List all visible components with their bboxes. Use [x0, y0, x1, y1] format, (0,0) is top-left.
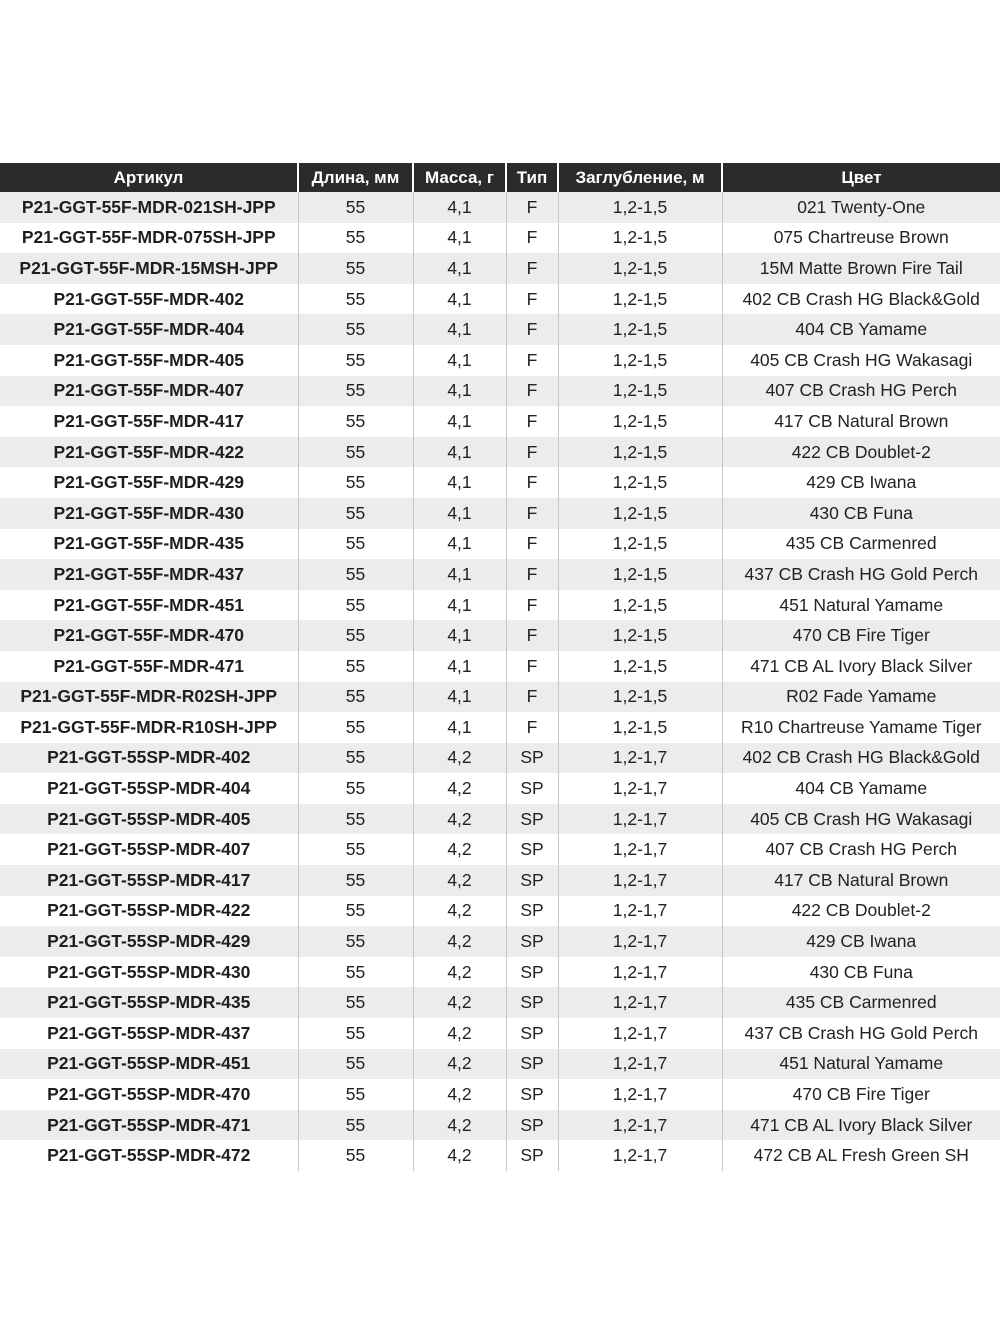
cell-depth: 1,2-1,5 — [558, 345, 722, 376]
cell-length: 55 — [298, 314, 413, 345]
table-body — [0, 192, 1000, 1171]
cell-depth: 1,2-1,7 — [558, 804, 722, 835]
table-row — [0, 682, 1000, 713]
cell-article: P21-GGT-55F-MDR-451 — [0, 590, 298, 621]
cell-type: SP — [506, 1110, 558, 1141]
cell-length: 55 — [298, 987, 413, 1018]
cell-color: 437 CB Crash HG Gold Perch — [722, 1018, 1000, 1049]
cell-depth: 1,2-1,7 — [558, 896, 722, 927]
table-row — [0, 743, 1000, 774]
cell-color: 451 Natural Yamame — [722, 590, 1000, 621]
table-row — [0, 529, 1000, 560]
cell-article: P21-GGT-55F-MDR-430 — [0, 498, 298, 529]
table-row — [0, 1018, 1000, 1049]
cell-type: F — [506, 406, 558, 437]
cell-depth: 1,2-1,7 — [558, 773, 722, 804]
cell-type: SP — [506, 834, 558, 865]
cell-mass: 4,1 — [413, 651, 506, 682]
header-article: Артикул — [0, 163, 298, 192]
cell-depth: 1,2-1,7 — [558, 865, 722, 896]
header-type: Тип — [506, 163, 558, 192]
cell-length: 55 — [298, 1049, 413, 1080]
cell-length: 55 — [298, 957, 413, 988]
cell-color: 451 Natural Yamame — [722, 1049, 1000, 1080]
table-row — [0, 712, 1000, 743]
cell-article: P21-GGT-55F-MDR-021SH-JPP — [0, 192, 298, 223]
cell-type: SP — [506, 926, 558, 957]
cell-mass: 4,1 — [413, 192, 506, 223]
cell-article: P21-GGT-55F-MDR-429 — [0, 467, 298, 498]
cell-article: P21-GGT-55F-MDR-405 — [0, 345, 298, 376]
cell-type: F — [506, 590, 558, 621]
cell-color: 437 CB Crash HG Gold Perch — [722, 559, 1000, 590]
header-row — [0, 163, 1000, 192]
cell-type: SP — [506, 804, 558, 835]
cell-depth: 1,2-1,7 — [558, 1049, 722, 1080]
cell-color: 417 CB Natural Brown — [722, 406, 1000, 437]
cell-mass: 4,1 — [413, 529, 506, 560]
cell-length: 55 — [298, 498, 413, 529]
cell-length: 55 — [298, 284, 413, 315]
cell-length: 55 — [298, 559, 413, 590]
cell-depth: 1,2-1,7 — [558, 957, 722, 988]
cell-article: P21-GGT-55F-MDR-471 — [0, 651, 298, 682]
cell-length: 55 — [298, 896, 413, 927]
cell-color: 402 CB Crash HG Black&Gold — [722, 284, 1000, 315]
cell-depth: 1,2-1,5 — [558, 620, 722, 651]
cell-mass: 4,2 — [413, 926, 506, 957]
cell-type: F — [506, 192, 558, 223]
cell-article: P21-GGT-55SP-MDR-435 — [0, 987, 298, 1018]
cell-color: 429 CB Iwana — [722, 926, 1000, 957]
cell-article: P21-GGT-55F-MDR-R02SH-JPP — [0, 682, 298, 713]
cell-depth: 1,2-1,5 — [558, 437, 722, 468]
cell-type: F — [506, 467, 558, 498]
cell-mass: 4,1 — [413, 620, 506, 651]
cell-article: P21-GGT-55SP-MDR-429 — [0, 926, 298, 957]
cell-length: 55 — [298, 406, 413, 437]
cell-length: 55 — [298, 467, 413, 498]
cell-article: P21-GGT-55F-MDR-437 — [0, 559, 298, 590]
cell-mass: 4,2 — [413, 743, 506, 774]
cell-mass: 4,1 — [413, 437, 506, 468]
cell-depth: 1,2-1,5 — [558, 467, 722, 498]
cell-color: 021 Twenty-One — [722, 192, 1000, 223]
cell-depth: 1,2-1,7 — [558, 1018, 722, 1049]
cell-color: 471 CB AL Ivory Black Silver — [722, 651, 1000, 682]
cell-length: 55 — [298, 253, 413, 284]
table-row — [0, 1079, 1000, 1110]
table-row — [0, 926, 1000, 957]
header-length: Длина, мм — [298, 163, 413, 192]
cell-color: 075 Chartreuse Brown — [722, 223, 1000, 254]
table-row — [0, 620, 1000, 651]
cell-length: 55 — [298, 620, 413, 651]
cell-mass: 4,1 — [413, 712, 506, 743]
cell-length: 55 — [298, 804, 413, 835]
cell-type: F — [506, 314, 558, 345]
cell-length: 55 — [298, 1079, 413, 1110]
cell-article: P21-GGT-55F-MDR-404 — [0, 314, 298, 345]
table-row — [0, 957, 1000, 988]
cell-mass: 4,1 — [413, 406, 506, 437]
cell-article: P21-GGT-55F-MDR-407 — [0, 376, 298, 407]
cell-mass: 4,2 — [413, 1079, 506, 1110]
cell-color: 471 CB AL Ivory Black Silver — [722, 1110, 1000, 1141]
cell-mass: 4,2 — [413, 804, 506, 835]
cell-depth: 1,2-1,5 — [558, 406, 722, 437]
cell-length: 55 — [298, 651, 413, 682]
cell-color: 404 CB Yamame — [722, 314, 1000, 345]
cell-depth: 1,2-1,5 — [558, 498, 722, 529]
cell-color: 470 CB Fire Tiger — [722, 1079, 1000, 1110]
table-row — [0, 223, 1000, 254]
cell-mass: 4,1 — [413, 467, 506, 498]
cell-type: F — [506, 437, 558, 468]
cell-article: P21-GGT-55SP-MDR-407 — [0, 834, 298, 865]
cell-article: P21-GGT-55SP-MDR-451 — [0, 1049, 298, 1080]
cell-type: F — [506, 498, 558, 529]
cell-depth: 1,2-1,5 — [558, 223, 722, 254]
table-row — [0, 467, 1000, 498]
cell-type: F — [506, 345, 558, 376]
cell-depth: 1,2-1,5 — [558, 682, 722, 713]
cell-article: P21-GGT-55SP-MDR-471 — [0, 1110, 298, 1141]
cell-type: SP — [506, 773, 558, 804]
cell-mass: 4,2 — [413, 1018, 506, 1049]
cell-type: F — [506, 682, 558, 713]
cell-length: 55 — [298, 376, 413, 407]
table-row — [0, 865, 1000, 896]
cell-type: F — [506, 712, 558, 743]
header-depth: Заглубление, м — [558, 163, 722, 192]
cell-color: 407 CB Crash HG Perch — [722, 376, 1000, 407]
table-row — [0, 314, 1000, 345]
cell-type: SP — [506, 1140, 558, 1171]
cell-length: 55 — [298, 1110, 413, 1141]
cell-article: P21-GGT-55SP-MDR-417 — [0, 865, 298, 896]
cell-color: 402 CB Crash HG Black&Gold — [722, 743, 1000, 774]
cell-type: SP — [506, 957, 558, 988]
cell-article: P21-GGT-55F-MDR-435 — [0, 529, 298, 560]
cell-length: 55 — [298, 345, 413, 376]
cell-article: P21-GGT-55F-MDR-422 — [0, 437, 298, 468]
cell-type: F — [506, 253, 558, 284]
cell-color: 470 CB Fire Tiger — [722, 620, 1000, 651]
table-row — [0, 773, 1000, 804]
cell-article: P21-GGT-55SP-MDR-430 — [0, 957, 298, 988]
cell-mass: 4,1 — [413, 253, 506, 284]
table-row — [0, 284, 1000, 315]
table-row — [0, 437, 1000, 468]
cell-article: P21-GGT-55SP-MDR-402 — [0, 743, 298, 774]
cell-color: 405 CB Crash HG Wakasagi — [722, 345, 1000, 376]
table-row — [0, 192, 1000, 223]
cell-length: 55 — [298, 437, 413, 468]
cell-color: 472 CB AL Fresh Green SH — [722, 1140, 1000, 1171]
cell-mass: 4,1 — [413, 284, 506, 315]
table-row — [0, 498, 1000, 529]
cell-color: 422 CB Doublet-2 — [722, 896, 1000, 927]
table-header — [0, 163, 1000, 192]
cell-type: SP — [506, 1018, 558, 1049]
table-row — [0, 987, 1000, 1018]
cell-article: P21-GGT-55F-MDR-15MSH-JPP — [0, 253, 298, 284]
header-mass: Масса, г — [413, 163, 506, 192]
cell-mass: 4,1 — [413, 223, 506, 254]
cell-depth: 1,2-1,5 — [558, 651, 722, 682]
cell-color: 429 CB Iwana — [722, 467, 1000, 498]
cell-color: R02 Fade Yamame — [722, 682, 1000, 713]
cell-depth: 1,2-1,5 — [558, 559, 722, 590]
cell-article: P21-GGT-55F-MDR-470 — [0, 620, 298, 651]
cell-type: SP — [506, 865, 558, 896]
cell-mass: 4,2 — [413, 987, 506, 1018]
cell-depth: 1,2-1,7 — [558, 743, 722, 774]
table-row — [0, 1110, 1000, 1141]
cell-article: P21-GGT-55SP-MDR-422 — [0, 896, 298, 927]
cell-length: 55 — [298, 223, 413, 254]
cell-mass: 4,2 — [413, 834, 506, 865]
cell-color: 422 CB Doublet-2 — [722, 437, 1000, 468]
cell-article: P21-GGT-55F-MDR-R10SH-JPP — [0, 712, 298, 743]
cell-length: 55 — [298, 1018, 413, 1049]
cell-length: 55 — [298, 529, 413, 560]
cell-color: 15M Matte Brown Fire Tail — [722, 253, 1000, 284]
cell-mass: 4,1 — [413, 559, 506, 590]
specs-table — [0, 163, 1000, 1171]
cell-mass: 4,1 — [413, 590, 506, 621]
cell-mass: 4,1 — [413, 498, 506, 529]
cell-color: R10 Chartreuse Yamame Tiger — [722, 712, 1000, 743]
cell-article: P21-GGT-55SP-MDR-472 — [0, 1140, 298, 1171]
cell-depth: 1,2-1,7 — [558, 1079, 722, 1110]
cell-depth: 1,2-1,7 — [558, 987, 722, 1018]
cell-mass: 4,1 — [413, 376, 506, 407]
cell-length: 55 — [298, 712, 413, 743]
table-row — [0, 559, 1000, 590]
cell-type: SP — [506, 743, 558, 774]
table-row — [0, 253, 1000, 284]
table-row — [0, 834, 1000, 865]
cell-article: P21-GGT-55SP-MDR-470 — [0, 1079, 298, 1110]
cell-color: 430 CB Funa — [722, 957, 1000, 988]
table-row — [0, 896, 1000, 927]
cell-type: SP — [506, 987, 558, 1018]
cell-type: SP — [506, 896, 558, 927]
header-color: Цвет — [722, 163, 1000, 192]
cell-article: P21-GGT-55SP-MDR-405 — [0, 804, 298, 835]
table-row — [0, 804, 1000, 835]
cell-length: 55 — [298, 1140, 413, 1171]
cell-mass: 4,2 — [413, 1140, 506, 1171]
cell-mass: 4,1 — [413, 682, 506, 713]
cell-depth: 1,2-1,5 — [558, 712, 722, 743]
cell-depth: 1,2-1,7 — [558, 926, 722, 957]
cell-color: 404 CB Yamame — [722, 773, 1000, 804]
cell-article: P21-GGT-55F-MDR-417 — [0, 406, 298, 437]
table-row — [0, 406, 1000, 437]
cell-type: SP — [506, 1049, 558, 1080]
cell-type: SP — [506, 1079, 558, 1110]
table-row — [0, 1140, 1000, 1171]
cell-mass: 4,2 — [413, 1110, 506, 1141]
cell-length: 55 — [298, 743, 413, 774]
cell-article: P21-GGT-55SP-MDR-404 — [0, 773, 298, 804]
cell-mass: 4,2 — [413, 865, 506, 896]
cell-type: F — [506, 559, 558, 590]
cell-color: 405 CB Crash HG Wakasagi — [722, 804, 1000, 835]
cell-color: 435 CB Carmenred — [722, 529, 1000, 560]
cell-mass: 4,2 — [413, 773, 506, 804]
cell-depth: 1,2-1,7 — [558, 1140, 722, 1171]
cell-type: F — [506, 376, 558, 407]
cell-depth: 1,2-1,5 — [558, 376, 722, 407]
cell-color: 407 CB Crash HG Perch — [722, 834, 1000, 865]
cell-color: 417 CB Natural Brown — [722, 865, 1000, 896]
cell-article: P21-GGT-55SP-MDR-437 — [0, 1018, 298, 1049]
cell-depth: 1,2-1,5 — [558, 253, 722, 284]
cell-depth: 1,2-1,7 — [558, 834, 722, 865]
cell-type: F — [506, 620, 558, 651]
cell-mass: 4,1 — [413, 345, 506, 376]
cell-length: 55 — [298, 834, 413, 865]
cell-depth: 1,2-1,5 — [558, 529, 722, 560]
cell-length: 55 — [298, 682, 413, 713]
cell-type: F — [506, 284, 558, 315]
cell-depth: 1,2-1,5 — [558, 192, 722, 223]
cell-mass: 4,2 — [413, 1049, 506, 1080]
cell-depth: 1,2-1,5 — [558, 590, 722, 621]
cell-length: 55 — [298, 192, 413, 223]
cell-article: P21-GGT-55F-MDR-075SH-JPP — [0, 223, 298, 254]
cell-length: 55 — [298, 865, 413, 896]
table-row — [0, 651, 1000, 682]
cell-type: F — [506, 223, 558, 254]
cell-depth: 1,2-1,7 — [558, 1110, 722, 1141]
cell-color: 435 CB Carmenred — [722, 987, 1000, 1018]
cell-mass: 4,2 — [413, 957, 506, 988]
cell-mass: 4,1 — [413, 314, 506, 345]
cell-mass: 4,2 — [413, 896, 506, 927]
cell-color: 430 CB Funa — [722, 498, 1000, 529]
cell-length: 55 — [298, 926, 413, 957]
table-row — [0, 590, 1000, 621]
table-row — [0, 345, 1000, 376]
table-row — [0, 1049, 1000, 1080]
cell-depth: 1,2-1,5 — [558, 284, 722, 315]
cell-length: 55 — [298, 773, 413, 804]
table-row — [0, 376, 1000, 407]
cell-article: P21-GGT-55F-MDR-402 — [0, 284, 298, 315]
cell-length: 55 — [298, 590, 413, 621]
cell-type: F — [506, 529, 558, 560]
cell-type: F — [506, 651, 558, 682]
cell-depth: 1,2-1,5 — [558, 314, 722, 345]
